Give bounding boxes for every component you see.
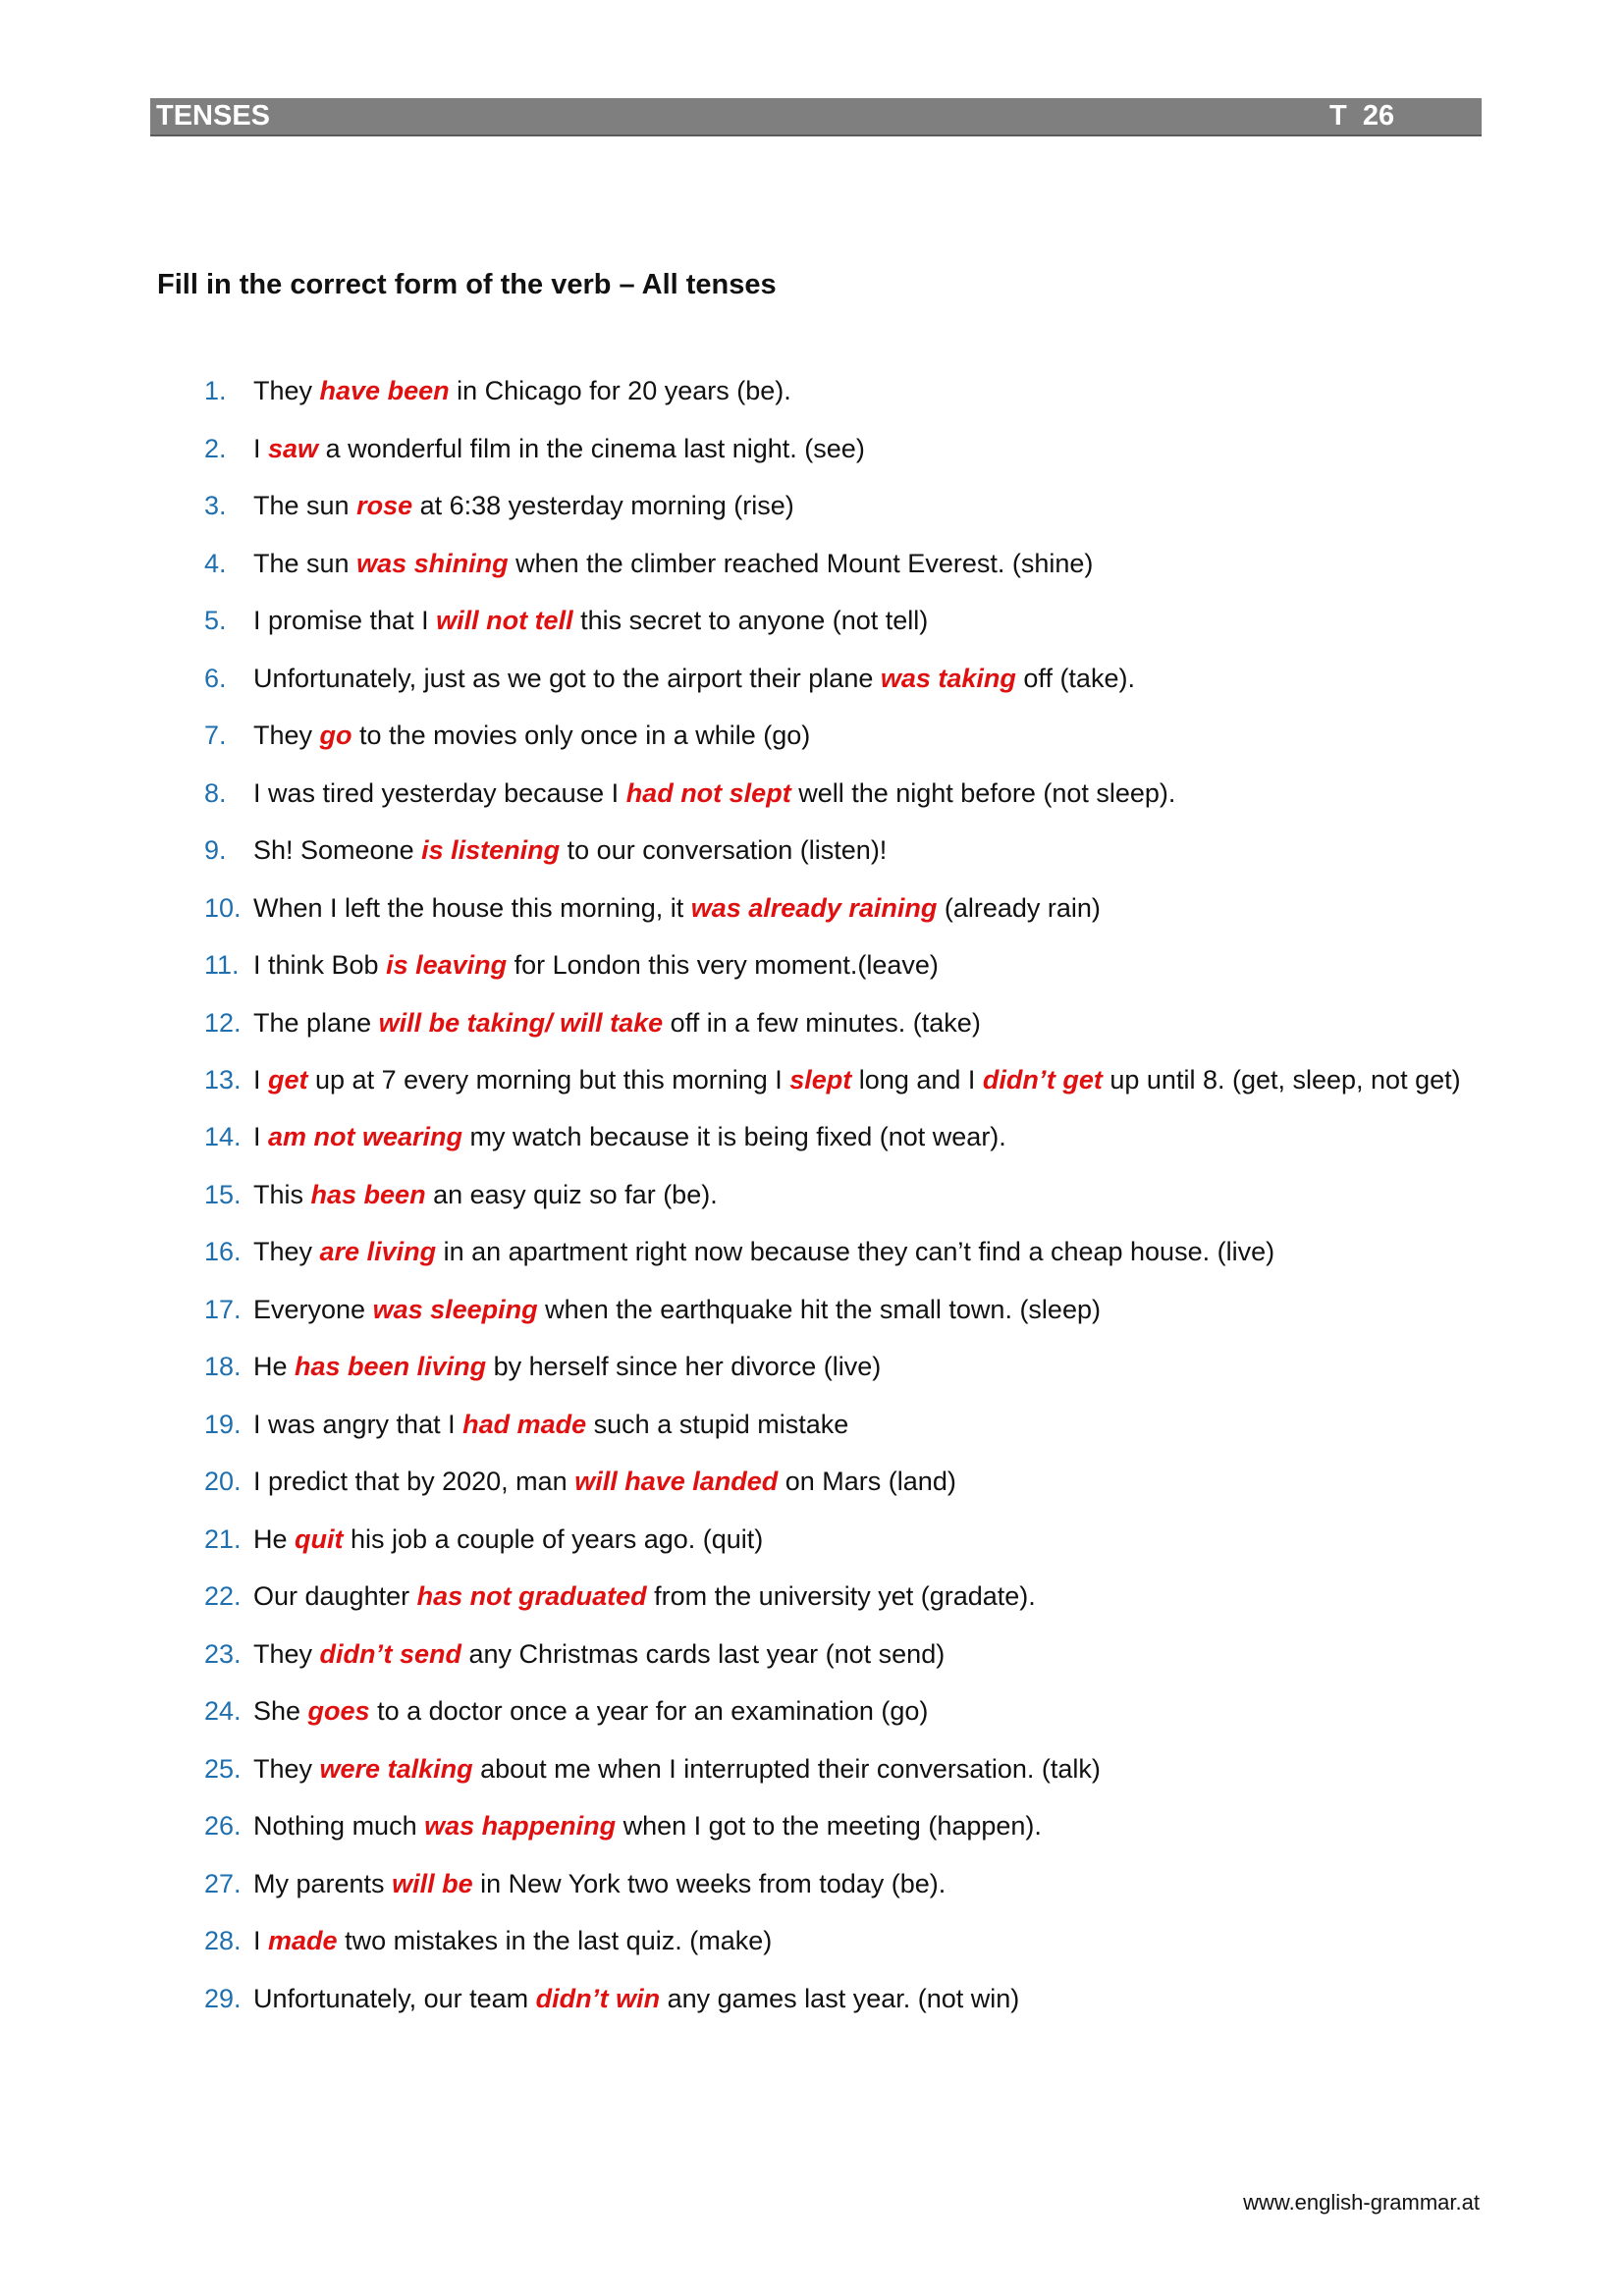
sentence-text: off in a few minutes. (take)	[663, 1007, 981, 1038]
item-number: 8.	[204, 777, 227, 808]
exercise-item	[157, 544, 1473, 584]
item-number: 9.	[204, 835, 227, 865]
exercise-item	[157, 1864, 1473, 1904]
answer-text: is leaving	[386, 950, 508, 980]
answer-text: have been	[319, 376, 450, 405]
exercise-item	[157, 601, 1473, 641]
answer-text: quit	[295, 1523, 344, 1554]
item-number: 14.	[204, 1122, 242, 1151]
sentence-text: from the university yet (gradate).	[646, 1581, 1036, 1611]
sentence-text: when I got to the meeting (happen).	[616, 1811, 1042, 1841]
exercise-item	[157, 486, 1473, 526]
sentence-text: Sh! Someone	[253, 835, 422, 865]
item-number: 4.	[204, 548, 227, 578]
sentence-text: at 6:38 yesterday morning (rise)	[412, 491, 794, 520]
item-number: 6.	[204, 663, 227, 693]
exercise-item	[157, 1576, 1473, 1617]
sentence-text: I	[253, 1926, 269, 1955]
exercise-item	[157, 1060, 1473, 1100]
exercise-item	[157, 1749, 1473, 1789]
exercise-item	[157, 1290, 1473, 1330]
sentence-text: Nothing much	[253, 1811, 425, 1841]
item-number: 7.	[204, 721, 227, 750]
item-number: 24.	[204, 1696, 242, 1726]
sentence-text: up until 8. (get, sleep, not get)	[1102, 1065, 1461, 1095]
exercise-item	[157, 1405, 1473, 1445]
answer-text: had made	[462, 1409, 587, 1439]
exercise-item	[157, 659, 1473, 699]
answer-text: go	[319, 721, 352, 750]
item-number: 29.	[204, 1983, 242, 2013]
footer-url: www.english-grammar.at	[1243, 2190, 1480, 2215]
exercise-item	[157, 1634, 1473, 1675]
exercise-item	[157, 1347, 1473, 1387]
exercise-item	[157, 716, 1473, 756]
answer-text: will not tell	[436, 606, 573, 635]
sentence-text: He	[253, 1523, 296, 1554]
exercise-item	[157, 1175, 1473, 1215]
sentence-text: The plane	[253, 1007, 379, 1038]
exercise-item	[157, 371, 1473, 411]
answer-text: slept	[789, 1065, 852, 1095]
item-number: 5.	[204, 606, 227, 635]
answer-text: goes	[307, 1696, 370, 1726]
header-topic: TENSES	[156, 100, 271, 132]
sentence-text: to our conversation (listen)!	[560, 835, 888, 865]
sentence-text: to a doctor once a year for an examination (go)	[369, 1696, 929, 1726]
item-number: 20.	[204, 1467, 242, 1496]
answer-text: was happening	[424, 1811, 617, 1841]
exercise-item	[157, 429, 1473, 469]
sentence-text: They	[253, 1753, 320, 1784]
item-number: 23.	[204, 1638, 242, 1669]
sentence-text: any Christmas cards last year (not send)	[461, 1638, 946, 1669]
item-number: 19.	[204, 1409, 242, 1439]
answer-text: will be	[392, 1868, 473, 1898]
exercise-item	[157, 1691, 1473, 1732]
answer-text: get	[268, 1065, 308, 1095]
item-number: 21.	[204, 1523, 242, 1554]
item-number: 1.	[204, 376, 227, 405]
sentence-text: long and I	[851, 1065, 983, 1095]
exercise-item	[157, 945, 1473, 986]
exercise-list	[157, 371, 1473, 2036]
item-number: 16.	[204, 1237, 242, 1266]
item-number: 18.	[204, 1352, 242, 1381]
sentence-text: well the night before (not sleep).	[790, 777, 1176, 808]
exercise-item	[157, 1232, 1473, 1272]
item-number: 11.	[204, 950, 240, 980]
item-number: 25.	[204, 1753, 242, 1784]
item-number: 10.	[204, 892, 242, 923]
sentence-text: I predict that by 2020, man	[253, 1467, 575, 1496]
sentence-text: They	[253, 1638, 320, 1669]
exercise-item	[157, 1979, 1473, 2019]
item-number: 12.	[204, 1007, 242, 1038]
sentence-text: I think Bob	[253, 950, 387, 980]
exercise-item	[157, 1003, 1473, 1043]
sentence-text: up at 7 every morning but this morning I	[307, 1065, 790, 1095]
item-number: 22.	[204, 1581, 242, 1611]
exercise-item	[157, 1921, 1473, 1961]
sentence-text: I	[253, 1122, 269, 1151]
sentence-text: any games last year. (not win)	[660, 1983, 1020, 2013]
sentence-text: Our daughter	[253, 1581, 417, 1611]
sentence-text: for London this very moment.(leave)	[507, 950, 939, 980]
answer-text: didn’t send	[319, 1638, 462, 1669]
item-number: 3.	[204, 491, 227, 520]
sentence-text: when the earthquake hit the small town. (sleep)	[537, 1294, 1101, 1324]
sentence-text: I was tired yesterday because I	[253, 777, 626, 808]
sentence-text: My parents	[253, 1868, 393, 1898]
sentence-text: The sun	[253, 491, 357, 520]
sentence-text: She	[253, 1696, 308, 1726]
sentence-text: a wonderful film in the cinema last night. (see)	[318, 433, 865, 463]
answer-text: are living	[319, 1237, 437, 1266]
answer-text: is listening	[421, 835, 561, 865]
item-number: 17.	[204, 1294, 242, 1324]
answer-text: was already raining	[690, 892, 938, 923]
answer-text: was shining	[356, 548, 509, 578]
sentence-text: such a stupid mistake	[586, 1409, 849, 1439]
sentence-text: Unfortunately, our team	[253, 1983, 536, 2013]
sentence-text: This	[253, 1179, 311, 1209]
answer-text: had not slept	[625, 777, 791, 808]
sentence-text: about me when I interrupted their conversation. (talk)	[472, 1753, 1101, 1784]
exercise-item	[157, 830, 1473, 871]
exercise-item	[157, 774, 1473, 814]
answer-text: didn’t win	[535, 1983, 661, 2013]
answer-text: was taking	[880, 663, 1016, 693]
answer-text: saw	[268, 433, 319, 463]
answer-text: has not graduated	[416, 1581, 647, 1611]
header-code: T 26	[1329, 100, 1395, 132]
sentence-text: by herself since her divorce (live)	[486, 1352, 882, 1381]
sentence-text: this secret to anyone (not tell)	[572, 606, 929, 635]
item-number: 2.	[204, 433, 227, 463]
exercise-item	[157, 1520, 1473, 1560]
answer-text: were talking	[319, 1753, 473, 1784]
answer-text: am not wearing	[268, 1122, 463, 1151]
answer-text: rose	[356, 491, 413, 520]
sentence-text: I was angry that I	[253, 1409, 463, 1439]
answer-text: will have landed	[574, 1467, 779, 1496]
sentence-text: They	[253, 376, 320, 405]
sentence-text: on Mars (land)	[778, 1467, 956, 1496]
sentence-text: in Chicago for 20 years (be).	[449, 376, 791, 405]
item-number: 26.	[204, 1811, 242, 1841]
exercise-item	[157, 1806, 1473, 1846]
sentence-text: in an apartment right now because they can’t find a cheap house. (live)	[436, 1237, 1275, 1266]
sentence-text: two mistakes in the last quiz. (make)	[337, 1926, 773, 1955]
sentence-text: The sun	[253, 548, 357, 578]
answer-text: didn’t get	[982, 1065, 1103, 1095]
item-number: 28.	[204, 1926, 242, 1955]
answer-text: will be taking/ will take	[378, 1007, 664, 1038]
sentence-text: (already rain)	[937, 892, 1101, 923]
sentence-text: an easy quiz so far (be).	[425, 1179, 718, 1209]
sentence-text: They	[253, 721, 320, 750]
sentence-text: my watch because it is being fixed (not wear).	[462, 1122, 1006, 1151]
item-number: 15.	[204, 1179, 242, 1209]
answer-text: made	[268, 1926, 338, 1955]
page-title: Fill in the correct form of the verb – All tenses	[157, 269, 777, 300]
sentence-text: He	[253, 1352, 296, 1381]
sentence-text: to the movies only once in a while (go)	[352, 721, 811, 750]
answer-text: was sleeping	[372, 1294, 538, 1324]
sentence-text: Unfortunately, just as we got to the airport their plane	[253, 663, 881, 693]
exercise-item	[157, 1462, 1473, 1502]
answer-text: has been	[310, 1179, 426, 1209]
answer-text: has been living	[295, 1352, 487, 1381]
header-bar	[150, 98, 1482, 136]
item-number: 27.	[204, 1868, 242, 1898]
sentence-text: when the climber reached Mount Everest. (shine)	[508, 548, 1094, 578]
sentence-text: off (take).	[1015, 663, 1135, 693]
sentence-text: I promise that I	[253, 606, 437, 635]
item-number: 13.	[204, 1065, 242, 1095]
exercise-item	[157, 1117, 1473, 1157]
sentence-text: I	[253, 1065, 269, 1095]
exercise-item	[157, 888, 1473, 929]
sentence-text: I	[253, 433, 269, 463]
sentence-text: Everyone	[253, 1294, 373, 1324]
sentence-text: When I left the house this morning, it	[253, 892, 691, 923]
sentence-text: in New York two weeks from today (be).	[472, 1868, 947, 1898]
sentence-text: They	[253, 1237, 320, 1266]
sentence-text: his job a couple of years ago. (quit)	[343, 1523, 764, 1554]
